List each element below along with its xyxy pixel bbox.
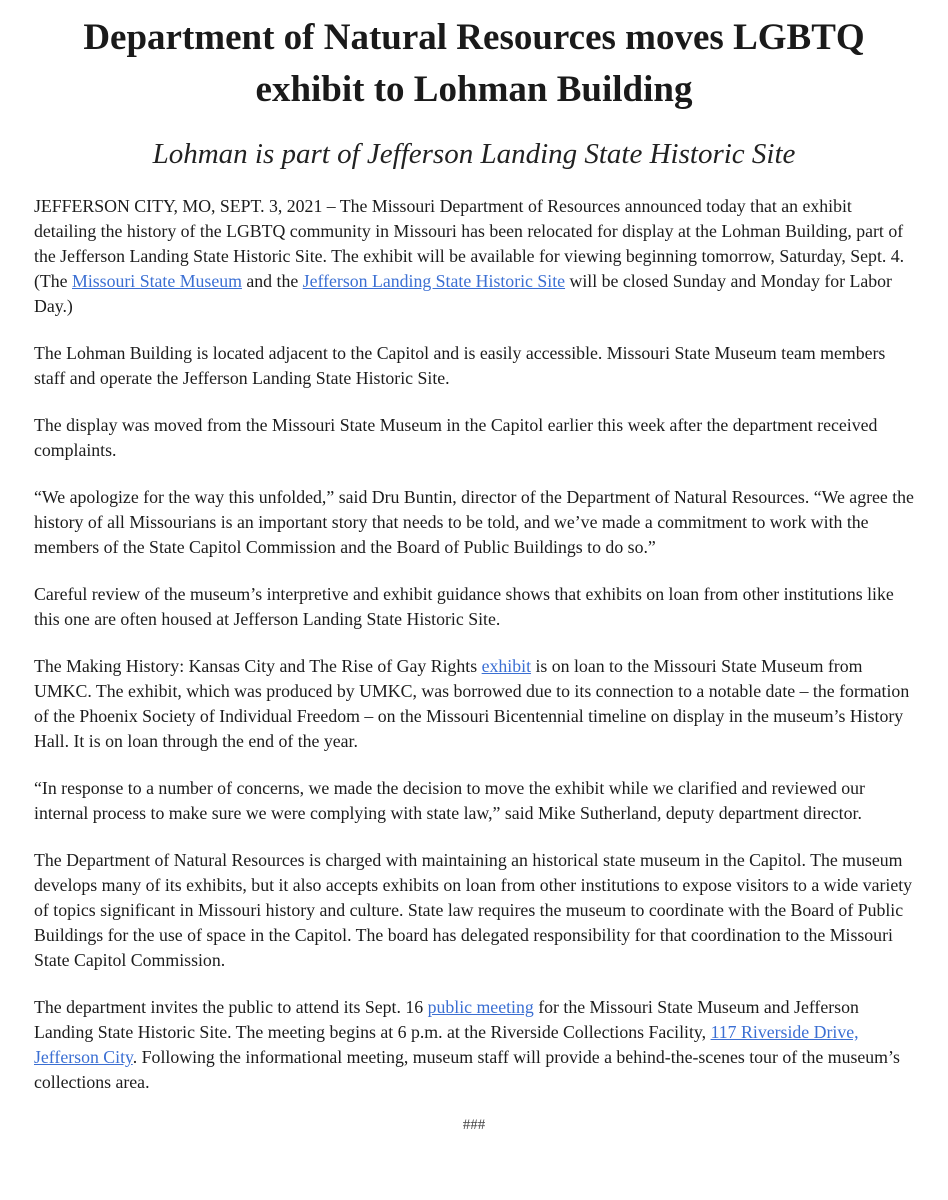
paragraph-dateline: [34, 194, 914, 319]
jefferson-landing-link[interactable]: Jefferson Landing State Historic Site: [302, 271, 566, 291]
paragraph-display-moved: The display was moved from the Missouri State Museum in the Capitol earlier this week after the department received complaints.: [34, 415, 878, 460]
public-meeting-link[interactable]: public meeting: [427, 997, 534, 1017]
paragraph-text: will be closed Sunday and Monday for Labor Day.): [34, 271, 892, 316]
paragraph-sutherland-quote: “In response to a number of concerns, we made the decision to move the exhibit while we clarified and reviewed our internal process to make sure we were complying with state law,” said Mike Sutherland, deputy department director.: [34, 778, 865, 823]
paragraph-text: and the: [241, 271, 303, 291]
headline: Department of Natural Resources moves LGBTQ exhibit to Lohman Building: [83, 17, 865, 110]
paragraph-text: The department invites the public to attend its Sept. 16: [34, 997, 428, 1017]
paragraph-department-charge: The Department of Natural Resources is charged with maintaining an historical state museum in the Capitol. The museum develops many of its exhibits, but it also accepts exhibits on loan from other institutions to expose visitors to a wide variety of topics significant in Missouri history and culture. State law requires the museum to coordinate with the Board of Public Buildings for the use of space in the Capitol. The board has delegated responsibility for that coordination to the Missouri State Capitol Commission.: [34, 850, 913, 970]
paragraph-text: JEFFERSON CITY, MO, SEPT. 3, 2021 – The Missouri Department of Resources announced today that an exhibit detailing the history of the LGBTQ community in Missouri has been relocated for display at the Lohman Building, part of the Jefferson Landing State Historic Site. The exhibit will be available for viewing beginning tomorrow, Saturday, Sept. 4. (The: [34, 196, 905, 291]
exhibit-link[interactable]: exhibit: [481, 656, 532, 676]
paragraph-making-history: [34, 654, 914, 754]
subheadline: Lohman is part of Jefferson Landing State Historic Site: [152, 138, 796, 170]
missouri-state-museum-link[interactable]: Missouri State Museum: [72, 271, 242, 291]
end-mark: ###: [462, 1117, 486, 1133]
paragraph-review: Careful review of the museum’s interpretive and exhibit guidance shows that exhibits on loan from other institutions like this one are often housed at Jefferson Landing State Historic Site.: [34, 584, 894, 629]
paragraph-text: The Making History: Kansas City and The Rise of Gay Rights: [34, 656, 482, 676]
address-link[interactable]: 117 Riverside Drive, Jefferson City: [34, 1022, 859, 1067]
paragraph-text: . Following the informational meeting, museum staff will provide a behind-the-scenes tour of the museum’s collections area.: [34, 1047, 900, 1092]
paragraph-public-meeting: [34, 995, 914, 1095]
paragraph-text: is on loan to the Missouri State Museum from UMKC. The exhibit, which was produced by UMKC, was borrowed due to its connection to a notable date – the formation of the Phoenix Society of Individual Freedom – on the Missouri Bicentennial timeline on display in the museum’s History Hall. It is on loan through the end of the year.: [34, 656, 910, 751]
paragraph-text: for the Missouri State Museum and Jefferson Landing State Historic Site. The meeting begins at 6 p.m. at the Riverside Collections Facility,: [34, 997, 859, 1042]
paragraph-lohman-location: The Lohman Building is located adjacent to the Capitol and is easily accessible. Missouri State Museum team members staff and operate the Jefferson Landing State Historic Site.: [34, 343, 886, 388]
paragraph-buntin-quote: “We apologize for the way this unfolded,” said Dru Buntin, director of the Department of Natural Resources. “We agree the history of all Missourians is an important story that needs to be told, and we’ve made a commitment to work with the members of the State Capitol Commission and the Board of Public Buildings to do so.”: [34, 487, 914, 557]
